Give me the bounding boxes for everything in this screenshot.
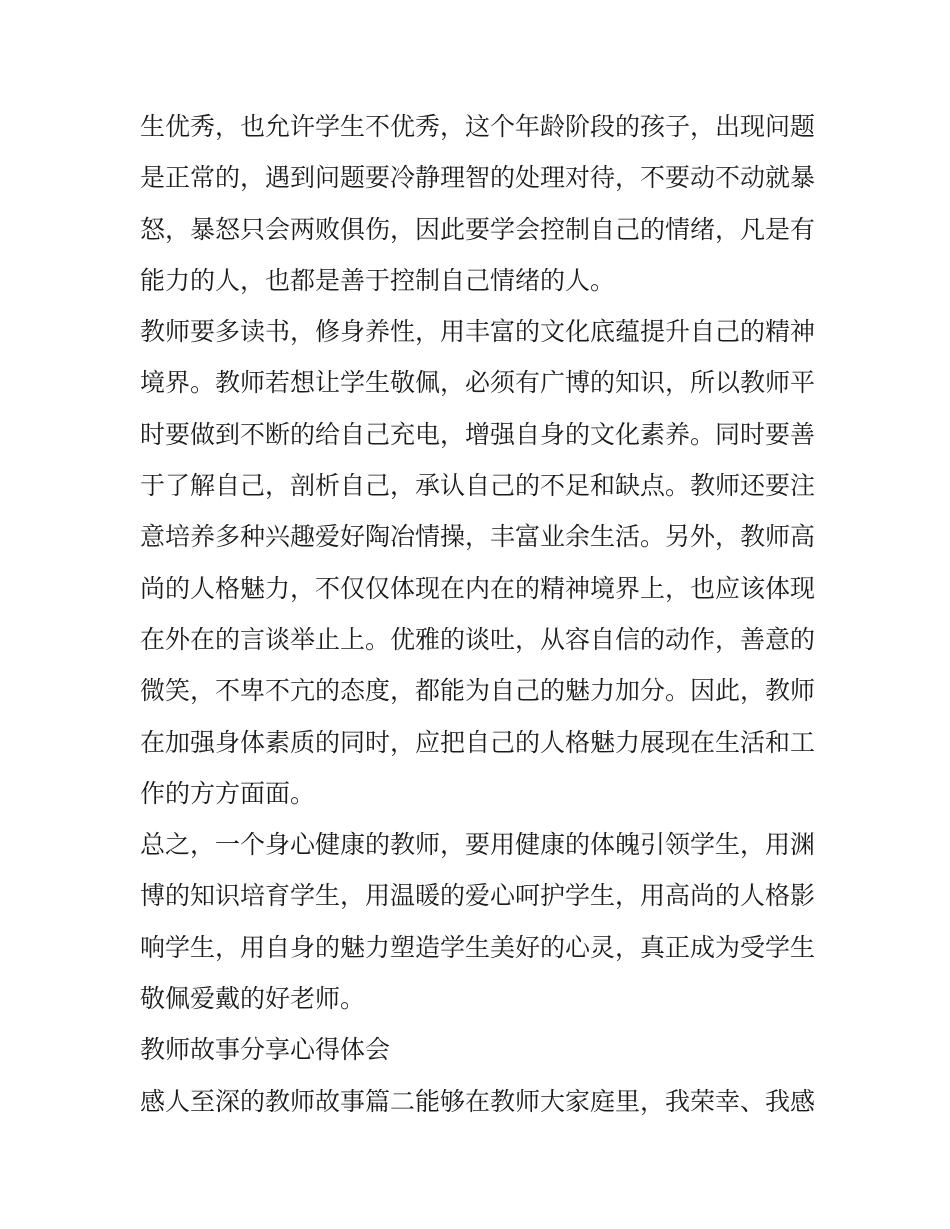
section-title: 教师故事分享心得体会 [140, 1035, 391, 1065]
paragraph-story-start: 感人至深的教师故事篇二能够在教师大家庭里，我荣幸、我感 [140, 1086, 816, 1116]
document-body [140, 101, 815, 1127]
paragraph-self-control: 生优秀，也允许学生不优秀，这个年龄阶段的孩子，出现问题是正常的，遇到问题要冷静理智的处理对待，不要动不动就暴怒，暴怒只会两败俱伤，因此要学会控制自己的情绪，凡是有能力的人，也都是善于控制自己情绪的人。 [140, 112, 816, 295]
paragraph-conclusion: 总之，一个身心健康的教师，要用健康的体魄引领学生，用渊博的知识培育学生，用温暖的爱心呵护学生，用高尚的人格影响学生，用自身的魅力塑造学生美好的心灵，真正成为受学生敬佩爱戴的好老师。 [140, 830, 816, 1014]
paragraph-reading: 教师要多读书，修身养性，用丰富的文化底蕴提升自己的精神境界。教师若想让学生敬佩，必须有广博的知识，所以教师平时要做到不断的给自己充电，增强自身的文化素养。同时要善于了解自己，剖析自己，承认自己的不足和缺点。教师还要注意培养多种兴趣爱好陶冶情操，丰富业余生活。另外，教师高尚的人格魅力，不仅仅体现在内在的精神境界上，也应该体现在外在的言谈举止上。优雅的谈吐，从容自信的动作，善意的微笑，不卑不亢的态度，都能为自己的魅力加分。因此，教师在加强身体素质的同时，应把自己的人格魅力展现在生活和工作的方方面面。 [140, 317, 816, 808]
